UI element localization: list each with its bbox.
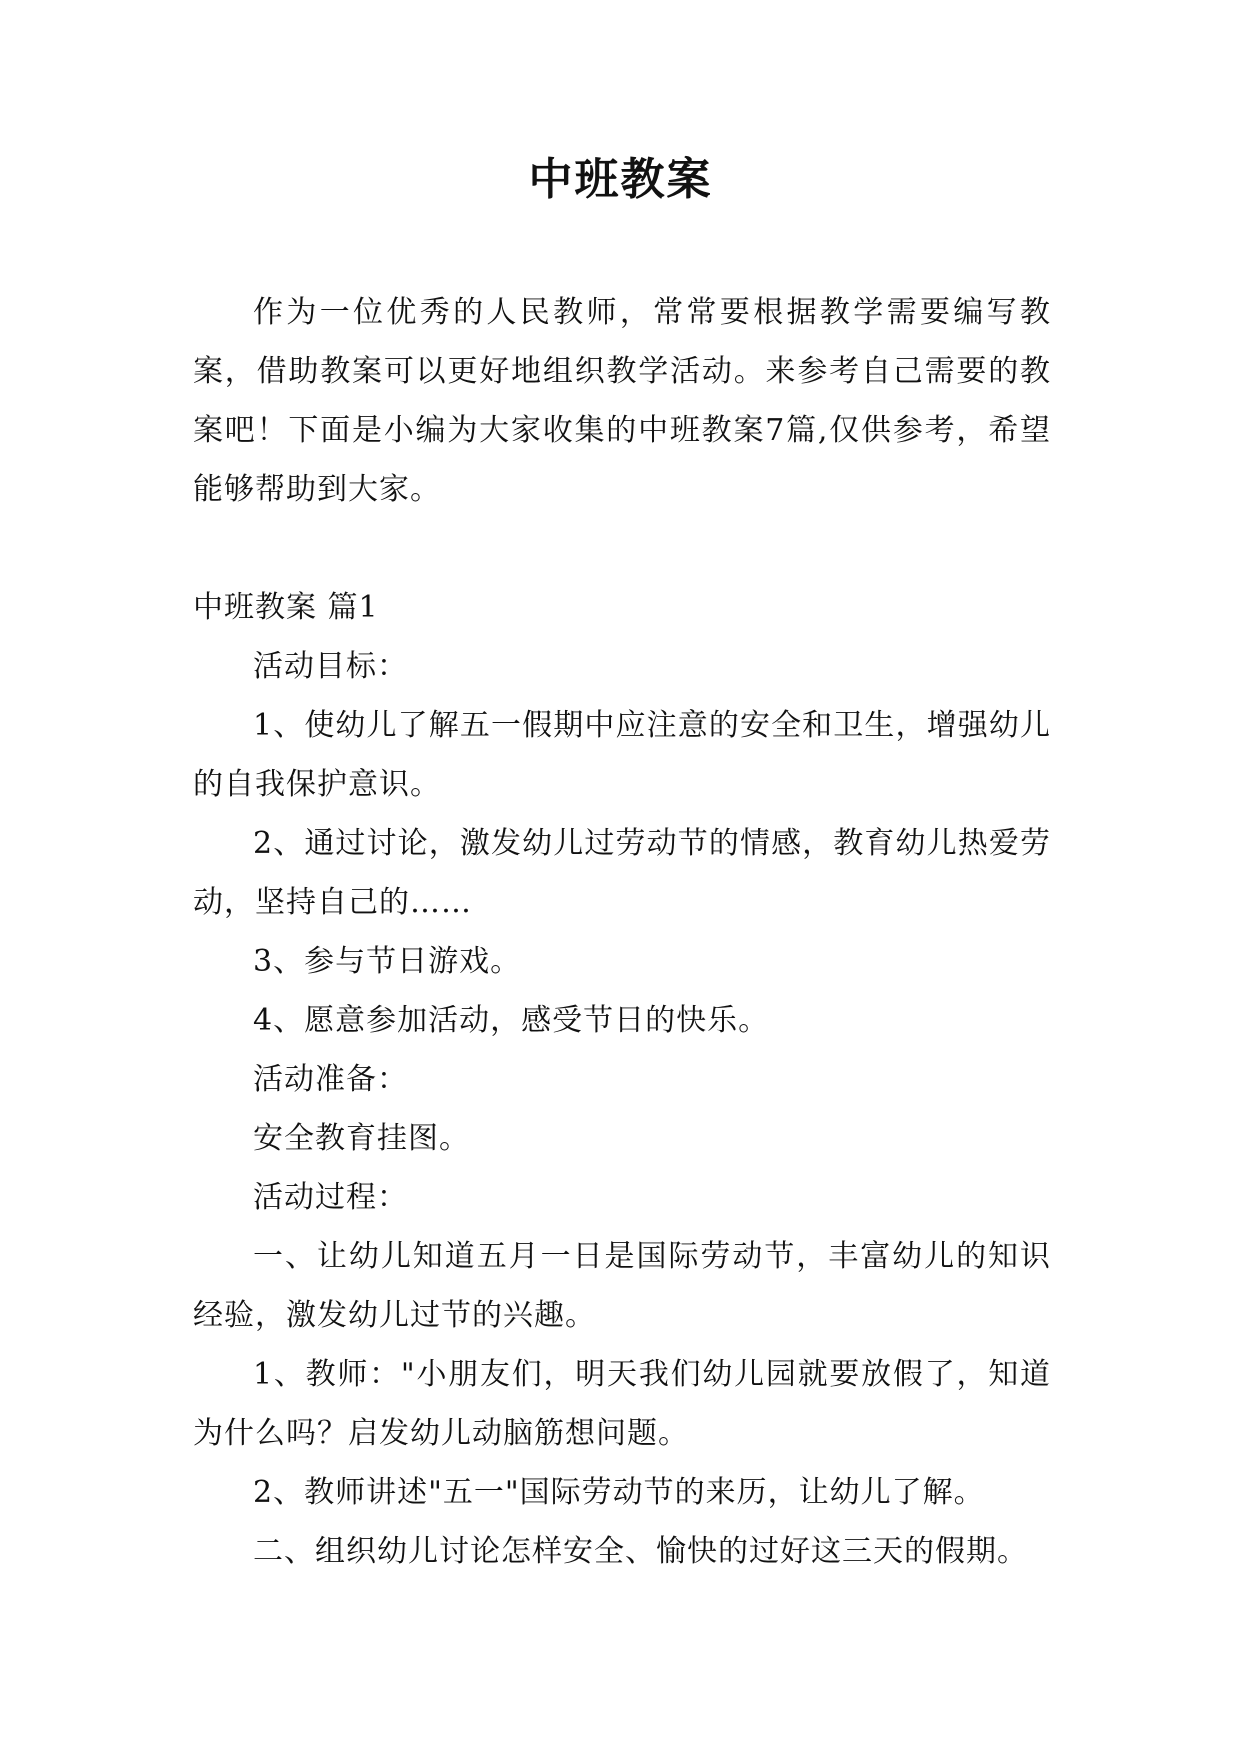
- paragraph-gap: [193, 519, 1051, 578]
- paragraph-goal-3: 3、参与节日游戏。: [253, 944, 522, 979]
- paragraph-process-label: 活动过程：: [253, 1180, 408, 1215]
- section-heading: 中班教案 篇1: [193, 590, 379, 625]
- paragraph-activity-goals-label: 活动目标：: [253, 649, 408, 684]
- paragraph-preparation-label: 活动准备：: [253, 1062, 408, 1097]
- paragraph-preparation: 安全教育挂图。: [253, 1121, 470, 1156]
- intro-paragraph: 作为一位优秀的人民教师，常常要根据教学需要编写教案，借助教案可以更好地组织教学活动。来参考自己需要的教案吧！下面是小编为大家收集的中班教案7篇,仅供参考，希望能够帮助到大家。: [193, 295, 1051, 507]
- paragraph-goal-2: 2、通过讨论，激发幼儿过劳动节的情感，教育幼儿热爱劳动，坚持自己的……: [193, 826, 1051, 920]
- paragraph-process-2: 二、组织幼儿讨论怎样安全、愉快的过好这三天的假期。: [253, 1534, 1028, 1569]
- document-body: [193, 283, 1051, 1581]
- paragraph-process-1-1: 1、教师："小朋友们，明天我们幼儿园就要放假了，知道为什么吗？启发幼儿动脑筋想问题。: [193, 1357, 1051, 1451]
- document-title: 中班教案: [528, 154, 713, 205]
- paragraph-goal-4: 4、愿意参加活动，感受节日的快乐。: [253, 1003, 770, 1038]
- paragraph-process-1: 一、让幼儿知道五月一日是国际劳动节，丰富幼儿的知识经验，激发幼儿过节的兴趣。: [193, 1239, 1051, 1333]
- paragraph-goal-1: 1、使幼儿了解五一假期中应注意的安全和卫生，增强幼儿的自我保护意识。: [193, 708, 1051, 802]
- paragraph-process-1-2: 2、教师讲述"五一"国际劳动节的来历，让幼儿了解。: [253, 1475, 985, 1510]
